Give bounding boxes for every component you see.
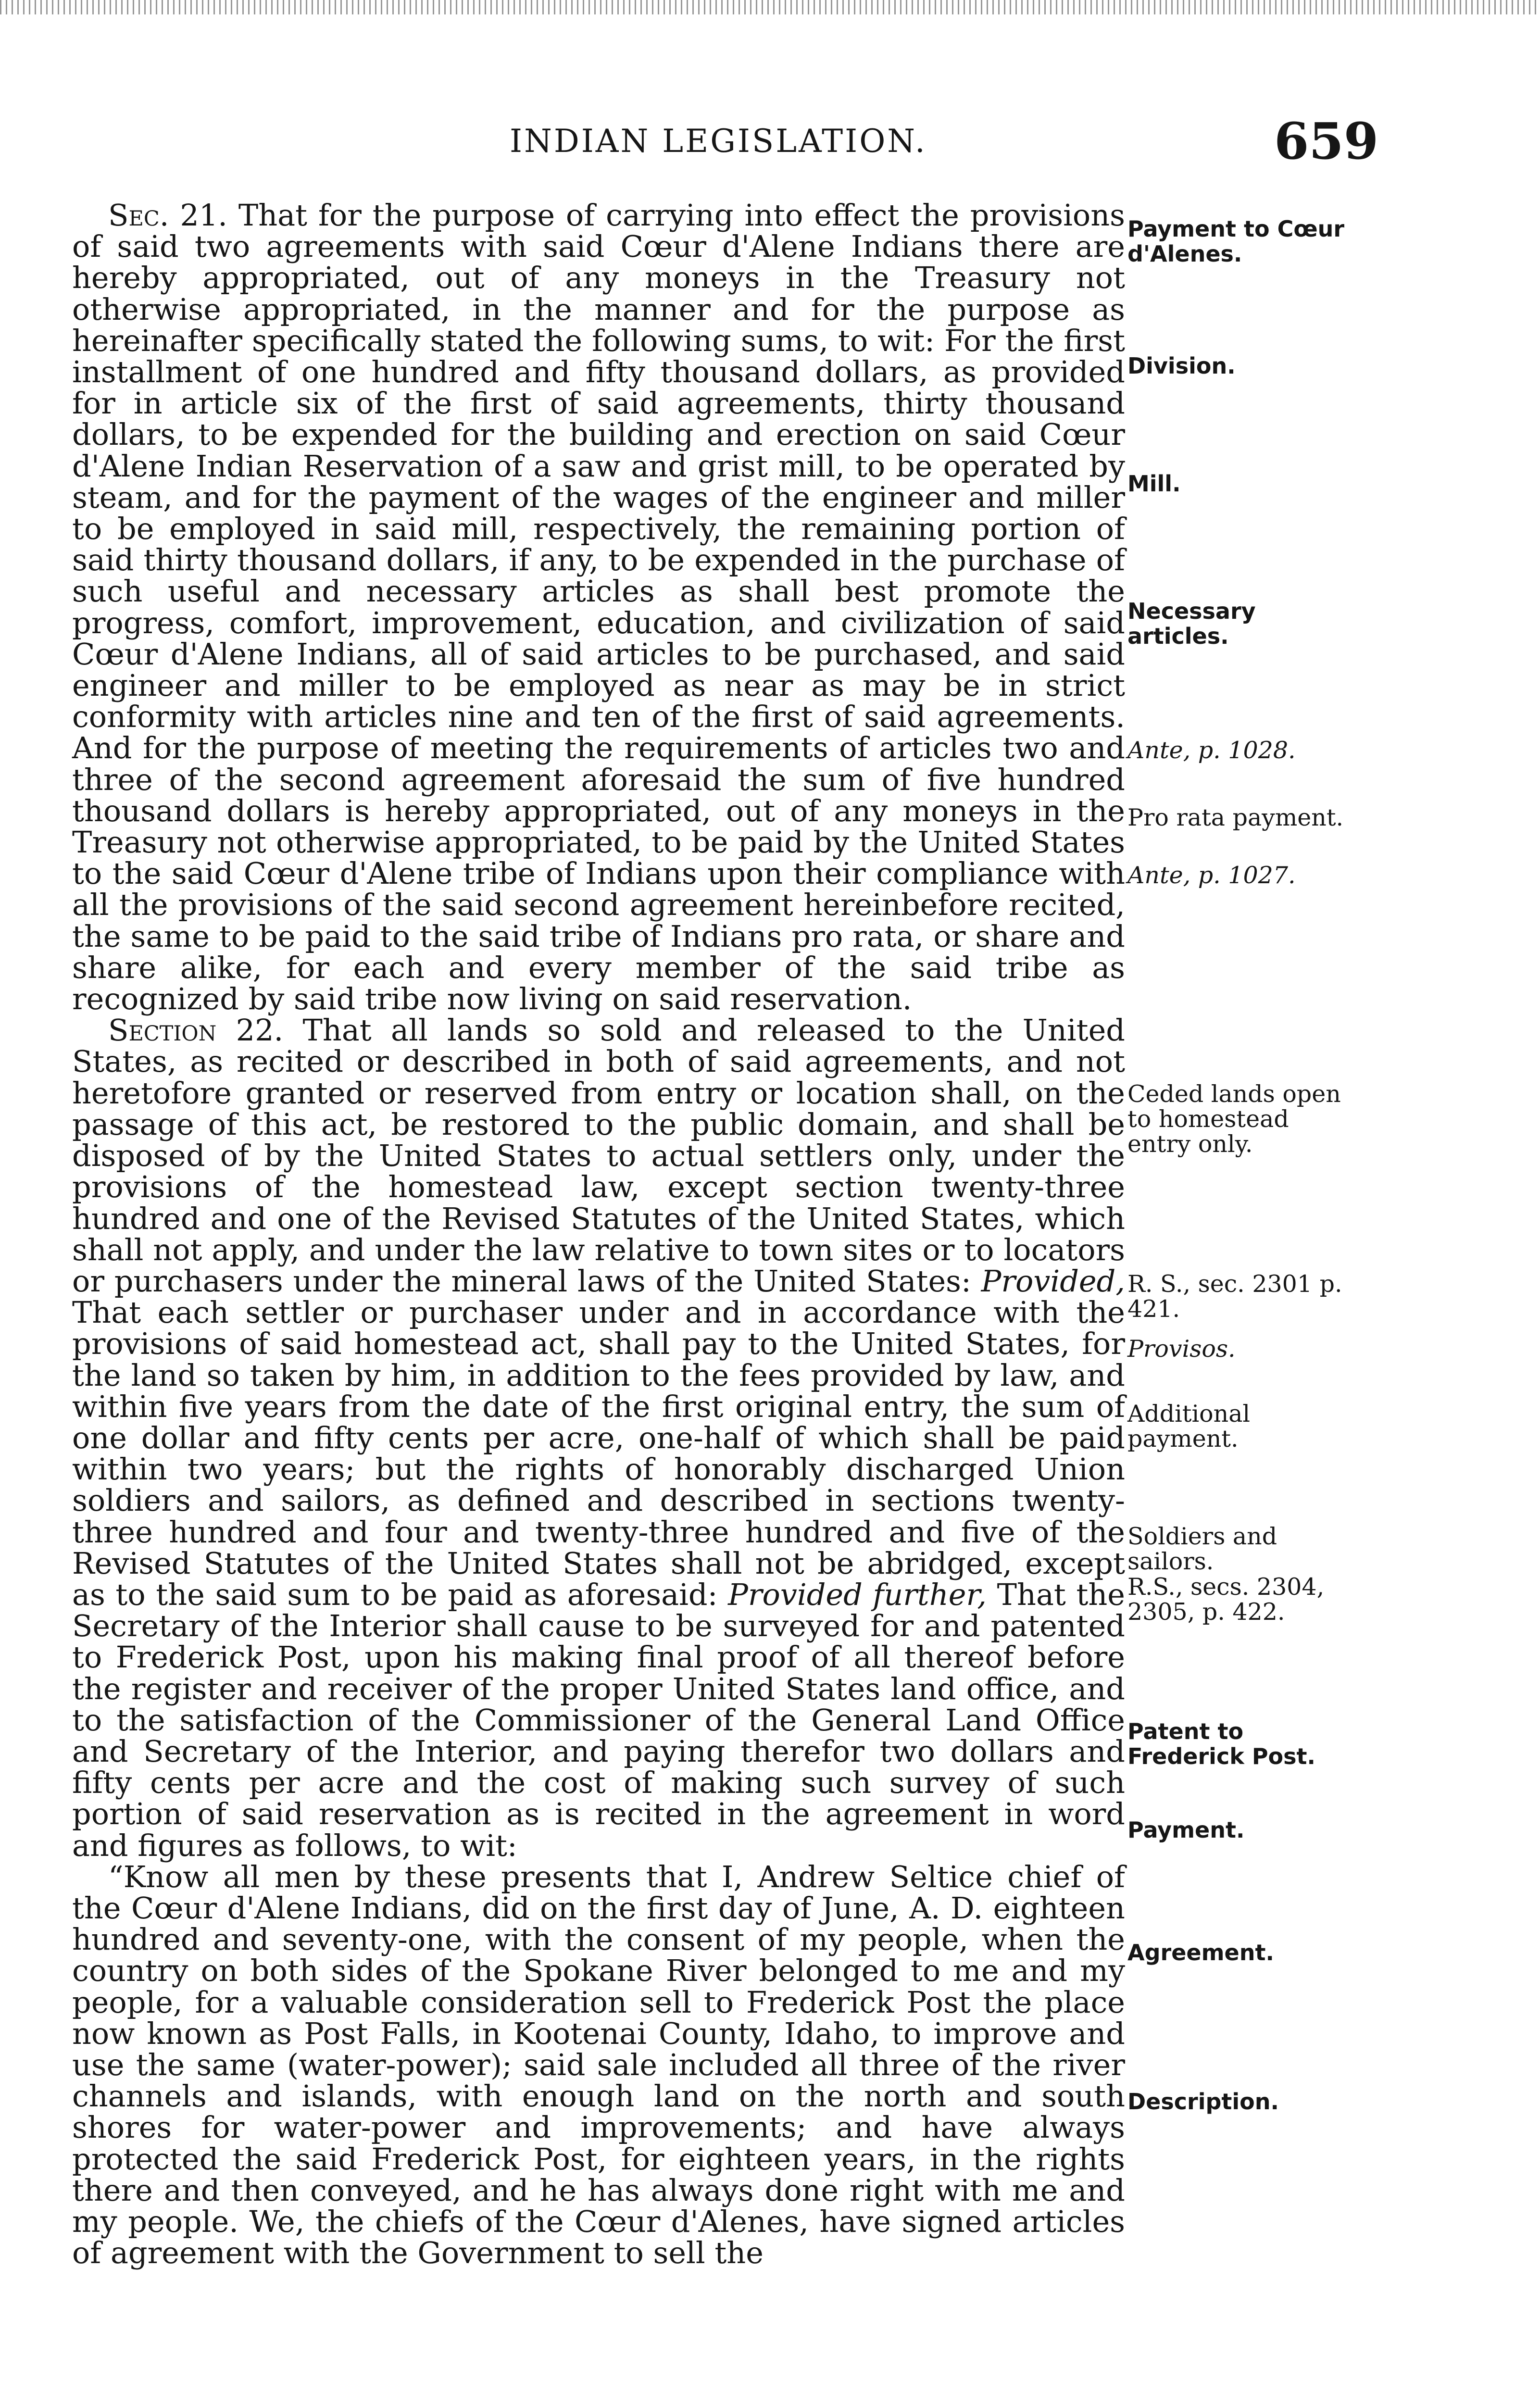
margin-note-description: Description. [1127,2089,1279,2115]
margin-note-mill: Mill. [1127,471,1181,497]
main-text [72,198,1126,2271]
margin-note-pro-rata: Pro rata payment. [1127,804,1344,831]
agreement-quote-paragraph: “Know all men by these presents that I, Andrew Seltice chief of the Cœur d'Alene Indians, did on the first day of June, A. D. eighteen hundred and seventy-one, with the consent of my people, when the country on both sides of the Spokane River belonged to me and my people, for a valuable consideration sell to Frederick Post the place now known as Post Falls, in Kootenai County, Idaho, to improve and use the same (water-power); said sale included all three of the river channels and islands, with enough land on the north and south shores for water-power and improvements; and have always protected the said Frederick Post, for eighteen years, in the rights there and then conveyed, and he has always done right with me and my people. We, the chiefs of the Cœur d'Alenes, have signed articles of agreement with the Government to sell the [72,1859,1125,2271]
section-21-text: That for the purpose of carrying into effect the provisions of said two agreements with said Cœur d'Alene Indians there are hereby appropriated, out of any moneys in the Treasury not otherwise appropriated, in the manner and for the purpose as hereinafter specifically stated the following sums, to wit: For the first installment of one hundred and fifty thousand dollars, as provided for in article six of the first of said agreements, thirty thousand dollars, to be expended for the building and erection on said Cœur d'Alene Indian Reservation of a saw and grist mill, to be operated by steam, and for the payment of the wages of the engineer and miller to be employed in said mill, respectively, the remaining portion of said thirty thousand dollars, if any, to be expended in the purchase of such useful and necessary articles as shall best promote the progress, comfort, improvement, education, and civilization of said Cœur d'Alene Indians, all of said articles to be purchased, and said engineer and miller to be employed as near as may be in strict conformity with articles nine and ten of the first of said agreements. And for the purpose of meeting the requirements of articles two and three of the second agreement aforesaid the sum of five hundred thousand dollars is hereby appropriated, out of any moneys in the Treasury not otherwise appropriated, to be paid by the United States to the said Cœur d'Alene tribe of Indians upon their compliance with all the provisions of the said second agreement hereinbefore recited, the same to be paid to the said tribe of Indians pro rata, or share and share alike, for each and every member of the said tribe as recognized by said tribe now living on said reservation. [72,198,1125,1017]
margin-note-ceded-lands: Ceded lands open to homestead entry only. [1127,1080,1341,1158]
margin-note-payment: Payment to Cœur d'Alenes. [1127,216,1345,267]
margin-note-provisos: Provisos. [1127,1335,1236,1363]
scan-edge-artifact [0,0,1540,14]
margin-note-soldiers-sailors: Soldiers and sailors. [1127,1523,1277,1575]
margin-note-agreement: Agreement. [1127,1940,1274,1966]
margin-note-payment-2: Payment. [1127,1817,1245,1843]
margin-note-patent-post: Patent to Frederick Post. [1127,1718,1315,1769]
section-21-label: Sec. 21. [108,198,227,233]
proviso-label: Provided, [981,1263,1125,1299]
margin-note-ante-1028: Ante, p. 1028. [1127,737,1296,764]
proviso-further-label: Provided further, [728,1577,987,1612]
margin-note-additional-payment: Additional payment. [1127,1400,1251,1452]
margin-note-rs-2304: R.S., secs. 2304, 2305, p. 422. [1127,1573,1325,1626]
section-22-text-c: That the Secretary of the Interior shall cause to be surveyed for and patented to Frederick Post, upon his making final proof of all thereof before the register and receiver of the proper United States land office, and to the satisfaction of the Commissioner of the General Land Office and Secretary of the Interior, and paying therefor two dollars and fifty cents per acre and the cost of making such survey of such portion of said reservation as is recited in the agreement in word and figures as follows, to wit: [72,1577,1126,1863]
section-21-paragraph [72,198,1125,1017]
margin-note-rs-2301: R. S., sec. 2301 p. 421. [1127,1270,1342,1323]
margin-note-division: Division. [1127,353,1236,379]
section-22-text-b: That each settler or purchaser under and in accordance with the provisions of said homestead act, shall pay to the United States, for the land so taken by him, in addition to the fees provided by law, and within five years from the date of the first original entry, the sum of one dollar and fifty cents per acre, one-half of which shall be paid within two years; but the rights of honorably discharged Union soldiers and sailors, as defined and described in sections twenty-three hundred and four and twenty-three hundred and five of the Revised Statutes of the United States shall not be abridged, except as to the said sum to be paid as aforesaid: [72,1295,1125,1612]
section-22-paragraph [72,1014,1125,1861]
section-22-text-a: That all lands so sold and released to the United States, as recited or described in both of said agreements, and not heretofore granted or reserved from entry or location shall, on the passage of this act, be restored to the public domain, and shall be disposed of by the United States to actual settlers only, under the provisions of the homestead law, except section twenty-three hundred and one of the Revised Statutes of the United States, which shall not apply, and under the law relative to town sites or to locators or purchasers under the mineral laws of the United States: [72,1013,1125,1299]
page-number: 659 [1274,112,1379,171]
margin-note-necessary-articles: Necessary articles. [1127,598,1256,649]
running-title: INDIAN LEGISLATION. [510,123,927,160]
margin-note-ante-1027: Ante, p. 1027. [1127,862,1296,889]
section-22-label: Section 22. [108,1013,284,1048]
